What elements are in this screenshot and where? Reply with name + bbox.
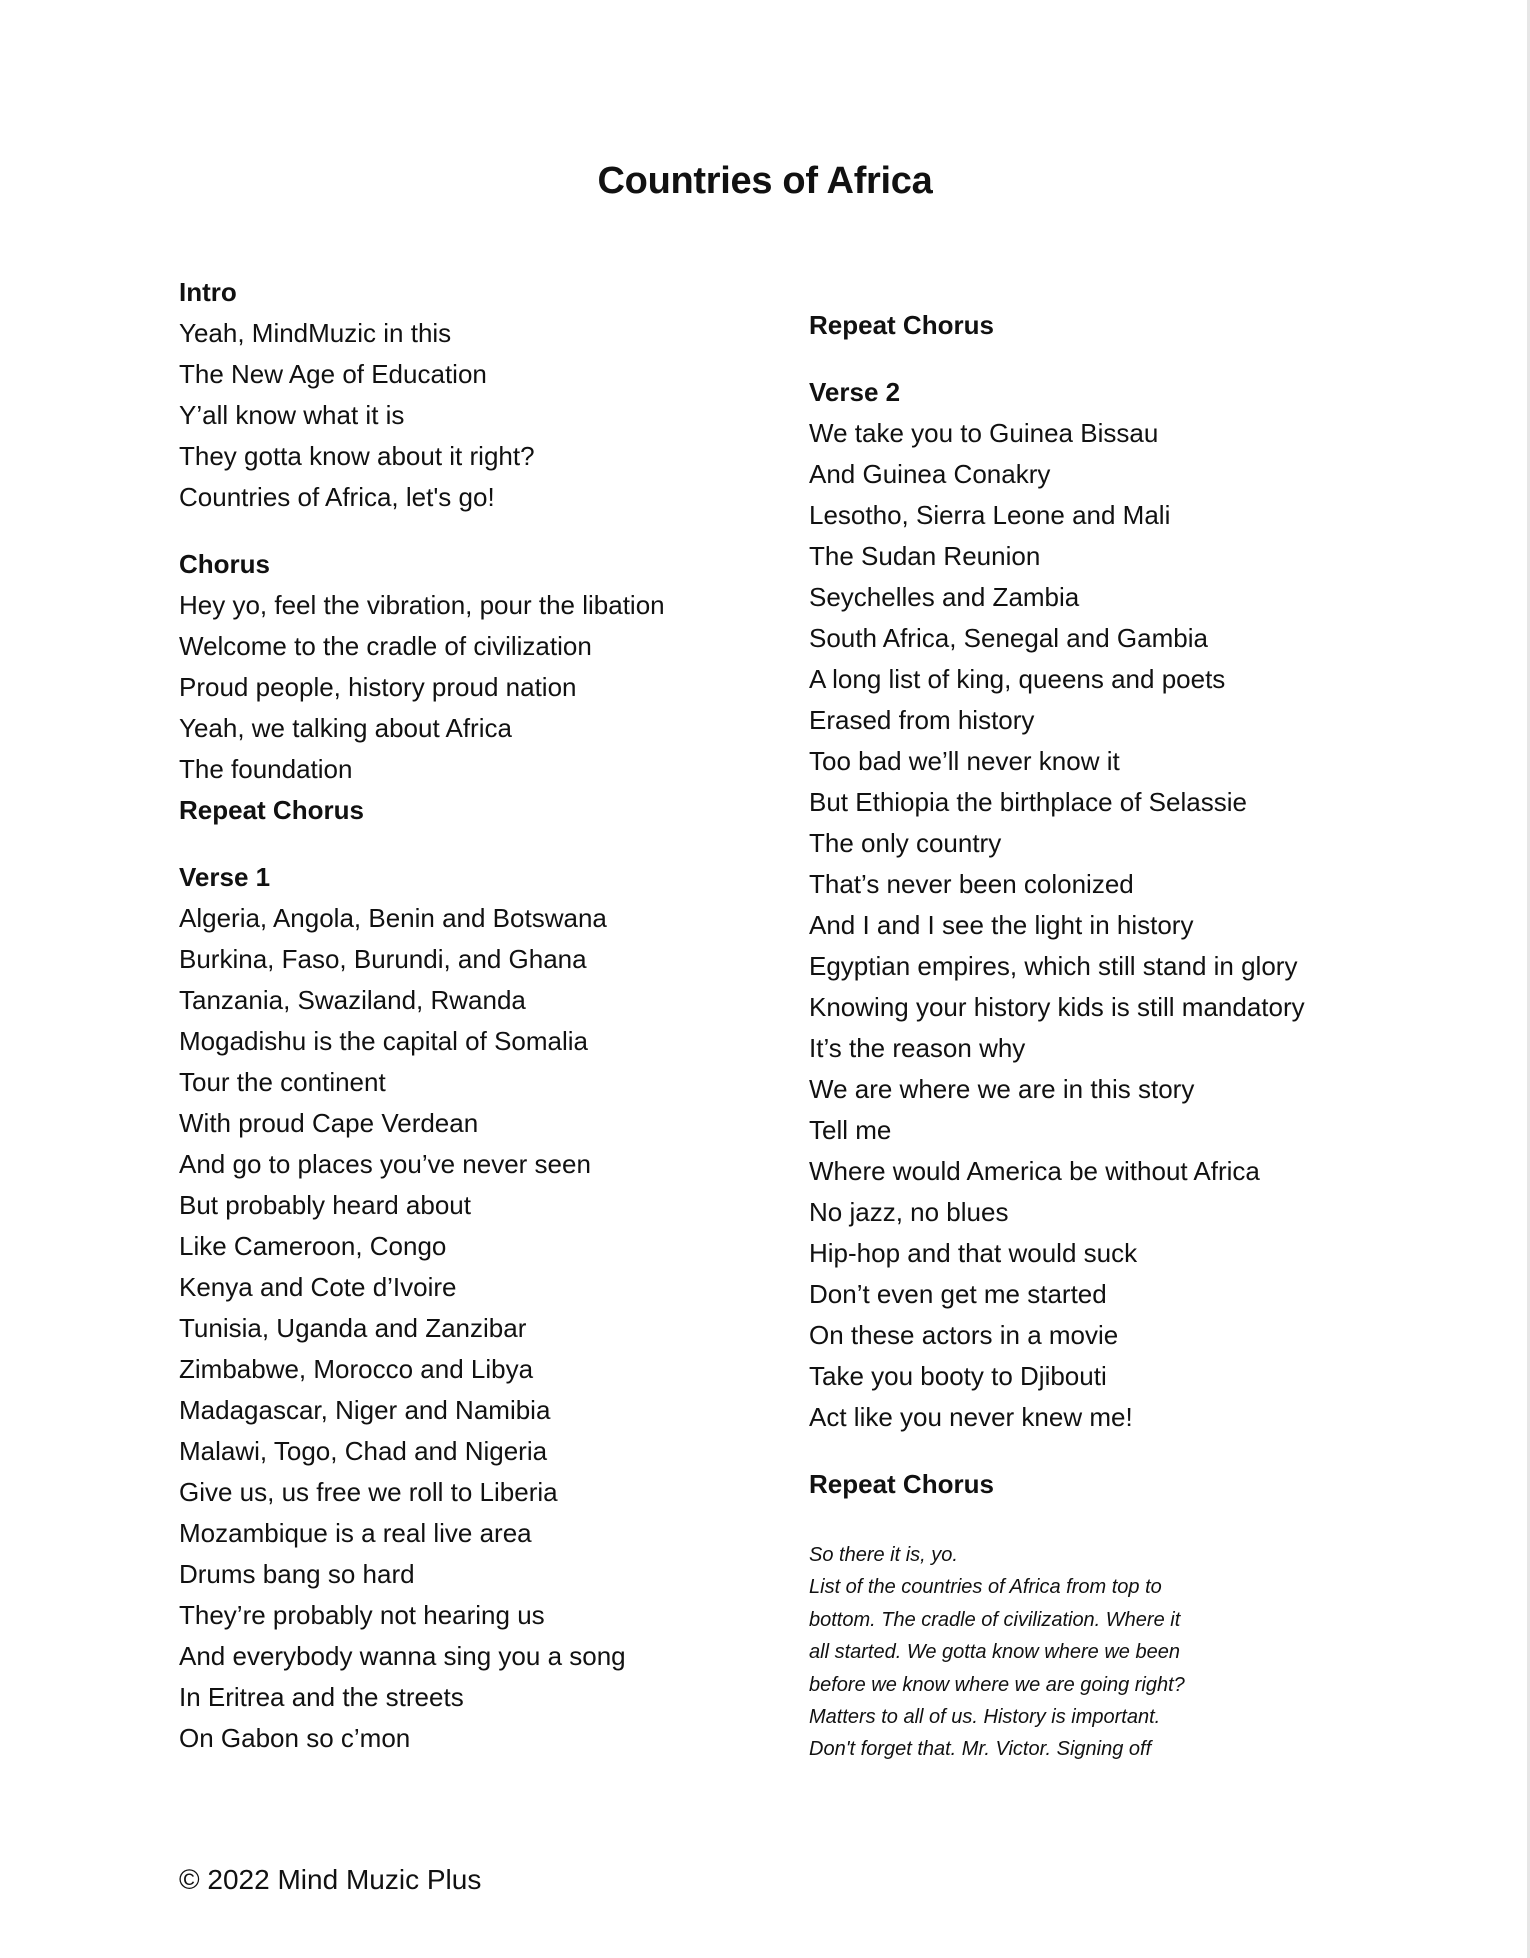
- lyric-line: Knowing your history kids is still mandatory: [809, 992, 1305, 1022]
- lyric-line: But Ethiopia the birthplace of Selassie: [809, 787, 1247, 817]
- lyric-line: Mozambique is a real live area: [179, 1518, 532, 1548]
- intro-heading: Intro: [179, 277, 237, 307]
- lyric-line: Lesotho, Sierra Leone and Mali: [809, 500, 1171, 530]
- lyric-line: But probably heard about: [179, 1190, 471, 1220]
- lyric-line: Give us, us free we roll to Liberia: [179, 1477, 558, 1507]
- lyric-line: That’s never been colonized: [809, 869, 1134, 899]
- lyric-line: Malawi, Togo, Chad and Nigeria: [179, 1436, 548, 1466]
- lyric-line: In Eritrea and the streets: [179, 1682, 464, 1712]
- lyric-line: Algeria, Angola, Benin and Botswana: [179, 903, 607, 933]
- lyric-line: Countries of Africa, let's go!: [179, 482, 495, 512]
- lyric-line: On Gabon so c’mon: [179, 1723, 411, 1753]
- lyric-line: Erased from history: [809, 705, 1035, 735]
- lyric-line: Zimbabwe, Morocco and Libya: [179, 1354, 534, 1384]
- lyric-line: South Africa, Senegal and Gambia: [809, 623, 1208, 653]
- lyric-line: It’s the reason why: [809, 1033, 1026, 1063]
- lyric-line: Drums bang so hard: [179, 1559, 415, 1589]
- lyric-line: Tanzania, Swaziland, Rwanda: [179, 985, 526, 1015]
- intro-lines: [179, 313, 779, 518]
- verse2-heading: Verse 2: [809, 377, 901, 407]
- lyric-line: Act like you never knew me!: [809, 1402, 1133, 1432]
- left-column: [179, 272, 779, 1759]
- lyric-line: Hey yo, feel the vibration, pour the libation: [179, 590, 665, 620]
- outro-line: List of the countries of Africa from top to: [809, 1576, 1162, 1599]
- lyric-line: Burkina, Faso, Burundi, and Ghana: [179, 944, 587, 974]
- lyric-line: No jazz, no blues: [809, 1197, 1009, 1227]
- lyric-line: Y’all know what it is: [179, 400, 405, 430]
- outro-line: bottom. The cradle of civilization. Where it: [809, 1608, 1181, 1631]
- lyric-line: Madagascar, Niger and Namibia: [179, 1395, 551, 1425]
- lyric-line: A long list of king, queens and poets: [809, 664, 1226, 694]
- lyric-line: Seychelles and Zambia: [809, 582, 1080, 612]
- lyric-line: Where would America be without Africa: [809, 1156, 1260, 1186]
- lyric-line: They gotta know about it right?: [179, 441, 535, 471]
- lyric-line: Take you booty to Djibouti: [809, 1361, 1107, 1391]
- outro-line: all started. We gotta know where we been: [809, 1641, 1180, 1664]
- lyric-line: We are where we are in this story: [809, 1074, 1195, 1104]
- lyric-line: On these actors in a movie: [809, 1320, 1119, 1350]
- lyric-line: Like Cameroon, Congo: [179, 1231, 447, 1261]
- lyric-line: They’re probably not hearing us: [179, 1600, 545, 1630]
- lyric-line: And everybody wanna sing you a song: [179, 1641, 626, 1671]
- lyric-line: The New Age of Education: [179, 359, 487, 389]
- chorus-heading: Chorus: [179, 549, 270, 579]
- lyric-line: Tell me: [809, 1115, 892, 1145]
- verse1-lines: [179, 898, 779, 1759]
- repeat-chorus-label: Repeat Chorus: [179, 795, 364, 825]
- outro-line: before we know where we are going right?: [809, 1673, 1185, 1696]
- lyric-line: And I and I see the light in history: [809, 910, 1194, 940]
- lyric-line: Hip-hop and that would suck: [809, 1238, 1138, 1268]
- lyric-line: The only country: [809, 828, 1002, 858]
- lyric-line: Too bad we’ll never know it: [809, 746, 1120, 776]
- lyric-line: Tour the continent: [179, 1067, 386, 1097]
- lyric-line: Egyptian empires, which still stand in glory: [809, 951, 1298, 981]
- chorus-lines: [179, 585, 779, 790]
- lyric-line: The Sudan Reunion: [809, 541, 1041, 571]
- verse2-lines: [809, 413, 1449, 1438]
- page-title: Countries of Africa: [597, 160, 933, 202]
- lyric-line: We take you to Guinea Bissau: [809, 418, 1159, 448]
- repeat-chorus-label: Repeat Chorus: [809, 1469, 994, 1499]
- lyric-line: And Guinea Conakry: [809, 459, 1051, 489]
- copyright-footer: © 2022 Mind Muzic Plus: [179, 1864, 482, 1895]
- lyric-line: Yeah, MindMuzic in this: [179, 318, 452, 348]
- lyric-line: The foundation: [179, 754, 353, 784]
- lyric-line: Yeah, we talking about Africa: [179, 713, 512, 743]
- lyric-line: Kenya and Cote d’Ivoire: [179, 1272, 457, 1302]
- lyric-line: Mogadishu is the capital of Somalia: [179, 1026, 589, 1056]
- repeat-chorus-label: Repeat Chorus: [809, 310, 994, 340]
- verse1-heading: Verse 1: [179, 862, 271, 892]
- lyric-line: Don’t even get me started: [809, 1279, 1107, 1309]
- outro-line: Don't forget that. Mr. Victor. Signing off: [809, 1738, 1152, 1761]
- outro-note: [809, 1539, 1229, 1766]
- lyric-line: With proud Cape Verdean: [179, 1108, 479, 1138]
- outro-line: Matters to all of us. History is important.: [809, 1706, 1161, 1729]
- outro-line: So there it is, yo.: [809, 1544, 958, 1566]
- lyric-line: Proud people, history proud nation: [179, 672, 577, 702]
- lyric-line: Welcome to the cradle of civilization: [179, 631, 592, 661]
- lyric-line: And go to places you’ve never seen: [179, 1149, 591, 1179]
- lyric-line: Tunisia, Uganda and Zanzibar: [179, 1313, 527, 1343]
- right-column: [809, 305, 1449, 1766]
